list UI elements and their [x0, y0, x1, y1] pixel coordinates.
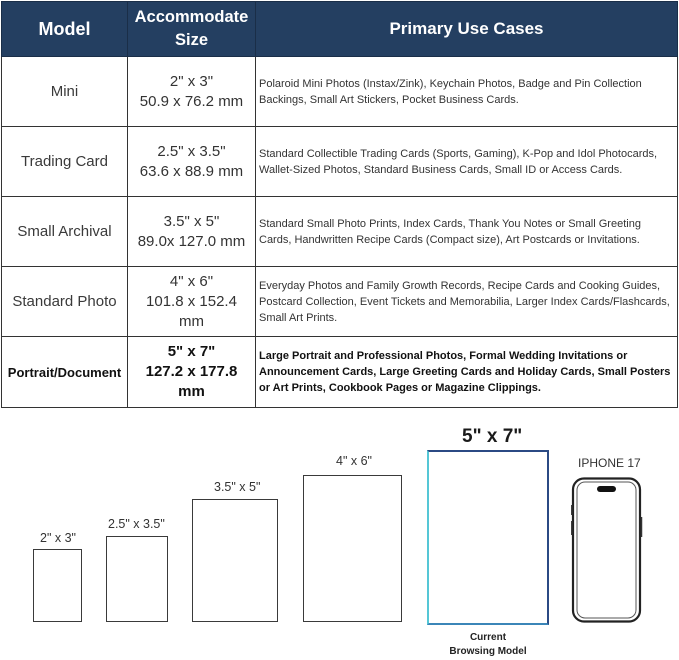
- table-row-current: [2, 337, 678, 408]
- table-row: [2, 57, 678, 127]
- size-cell: [128, 57, 256, 127]
- size-mm: 50.9 x 76.2 mm: [139, 92, 244, 110]
- standard-size-label: 4" x 6": [336, 454, 372, 468]
- size-cell: [128, 267, 256, 337]
- trading-card-outline: [106, 536, 168, 622]
- trading-size-label: 2.5" x 3.5": [108, 517, 165, 531]
- size-mm: 89.0x 127.0 mm: [137, 232, 246, 250]
- size-cell: [128, 197, 256, 267]
- size-inches: 3.5" x 5": [163, 212, 220, 230]
- uses-cell: Everyday Photos and Family Growth Records, Recipe Cards and Cooking Guides, Postcard Collection, Event Tickets and Memorabilia, Larger Index Cards/Flashcards, Small Art Prints.: [256, 267, 678, 337]
- size-inches: 5" x 7": [167, 343, 216, 360]
- mini-card-outline: [33, 549, 82, 622]
- phone-label: IPHONE 17: [578, 456, 641, 470]
- uses-cell: Standard Collectible Trading Cards (Sports, Gaming), K-Pop and Idol Photocards, Wallet-Sized Photos, Standard Business Cards, Small ID or Access Cards.: [256, 127, 678, 197]
- phone-icon: [571, 477, 643, 623]
- header-uses: Primary Use Cases: [256, 2, 678, 57]
- standard-card-outline: [303, 475, 402, 622]
- uses-cell: Polaroid Mini Photos (Instax/Zink), Keychain Photos, Badge and Pin Collection Backings, Small Art Stickers, Pocket Business Cards.: [256, 57, 678, 127]
- table-row: [2, 127, 678, 197]
- model-cell: Small Archival: [2, 197, 128, 267]
- table-row: [2, 267, 678, 337]
- uses-cell: Large Portrait and Professional Photos, Formal Wedding Invitations or Announcement Cards, Large Greeting Cards and Holiday Cards, Small Posters or Art Prints, Cookbook Pages or Magazine Clippings.: [256, 337, 678, 408]
- model-cell: Mini: [2, 57, 128, 127]
- size-mm: 127.2 x 177.8 mm: [145, 363, 238, 400]
- table-header: [2, 2, 678, 57]
- size-mm: 101.8 x 152.4 mm: [146, 292, 237, 330]
- header-size-line2: Size: [174, 31, 209, 49]
- archival-card-outline: [192, 499, 278, 622]
- size-cell: [128, 337, 256, 408]
- model-cell: Portrait/Document: [2, 337, 128, 408]
- size-cell: [128, 127, 256, 197]
- archival-size-label: 3.5" x 5": [214, 480, 261, 494]
- current-caption: [438, 631, 538, 659]
- model-cell: Standard Photo: [2, 267, 128, 337]
- size-inches: 4" x 6": [169, 272, 214, 290]
- size-table: [1, 1, 678, 408]
- uses-cell: Standard Small Photo Prints, Index Cards, Thank You Notes or Small Greeting Cards, Handwritten Recipe Cards (Compact size), Art Postcards or Invitations.: [256, 197, 678, 267]
- header-size-line1: Accommodate: [134, 8, 249, 26]
- size-inches: 2" x 3": [169, 72, 214, 90]
- current-card-outline: [427, 450, 549, 625]
- current-size-label: 5" x 7": [462, 426, 523, 447]
- current-caption-line1: Current: [469, 632, 507, 643]
- size-mm: 63.6 x 88.9 mm: [139, 162, 244, 180]
- mini-size-label: 2" x 3": [40, 531, 76, 545]
- table-row: [2, 197, 678, 267]
- header-model: Model: [2, 2, 128, 57]
- current-caption-line2: Browsing Model: [449, 646, 527, 657]
- size-inches: 2.5" x 3.5": [157, 142, 226, 160]
- header-size: [128, 2, 256, 57]
- model-cell: Trading Card: [2, 127, 128, 197]
